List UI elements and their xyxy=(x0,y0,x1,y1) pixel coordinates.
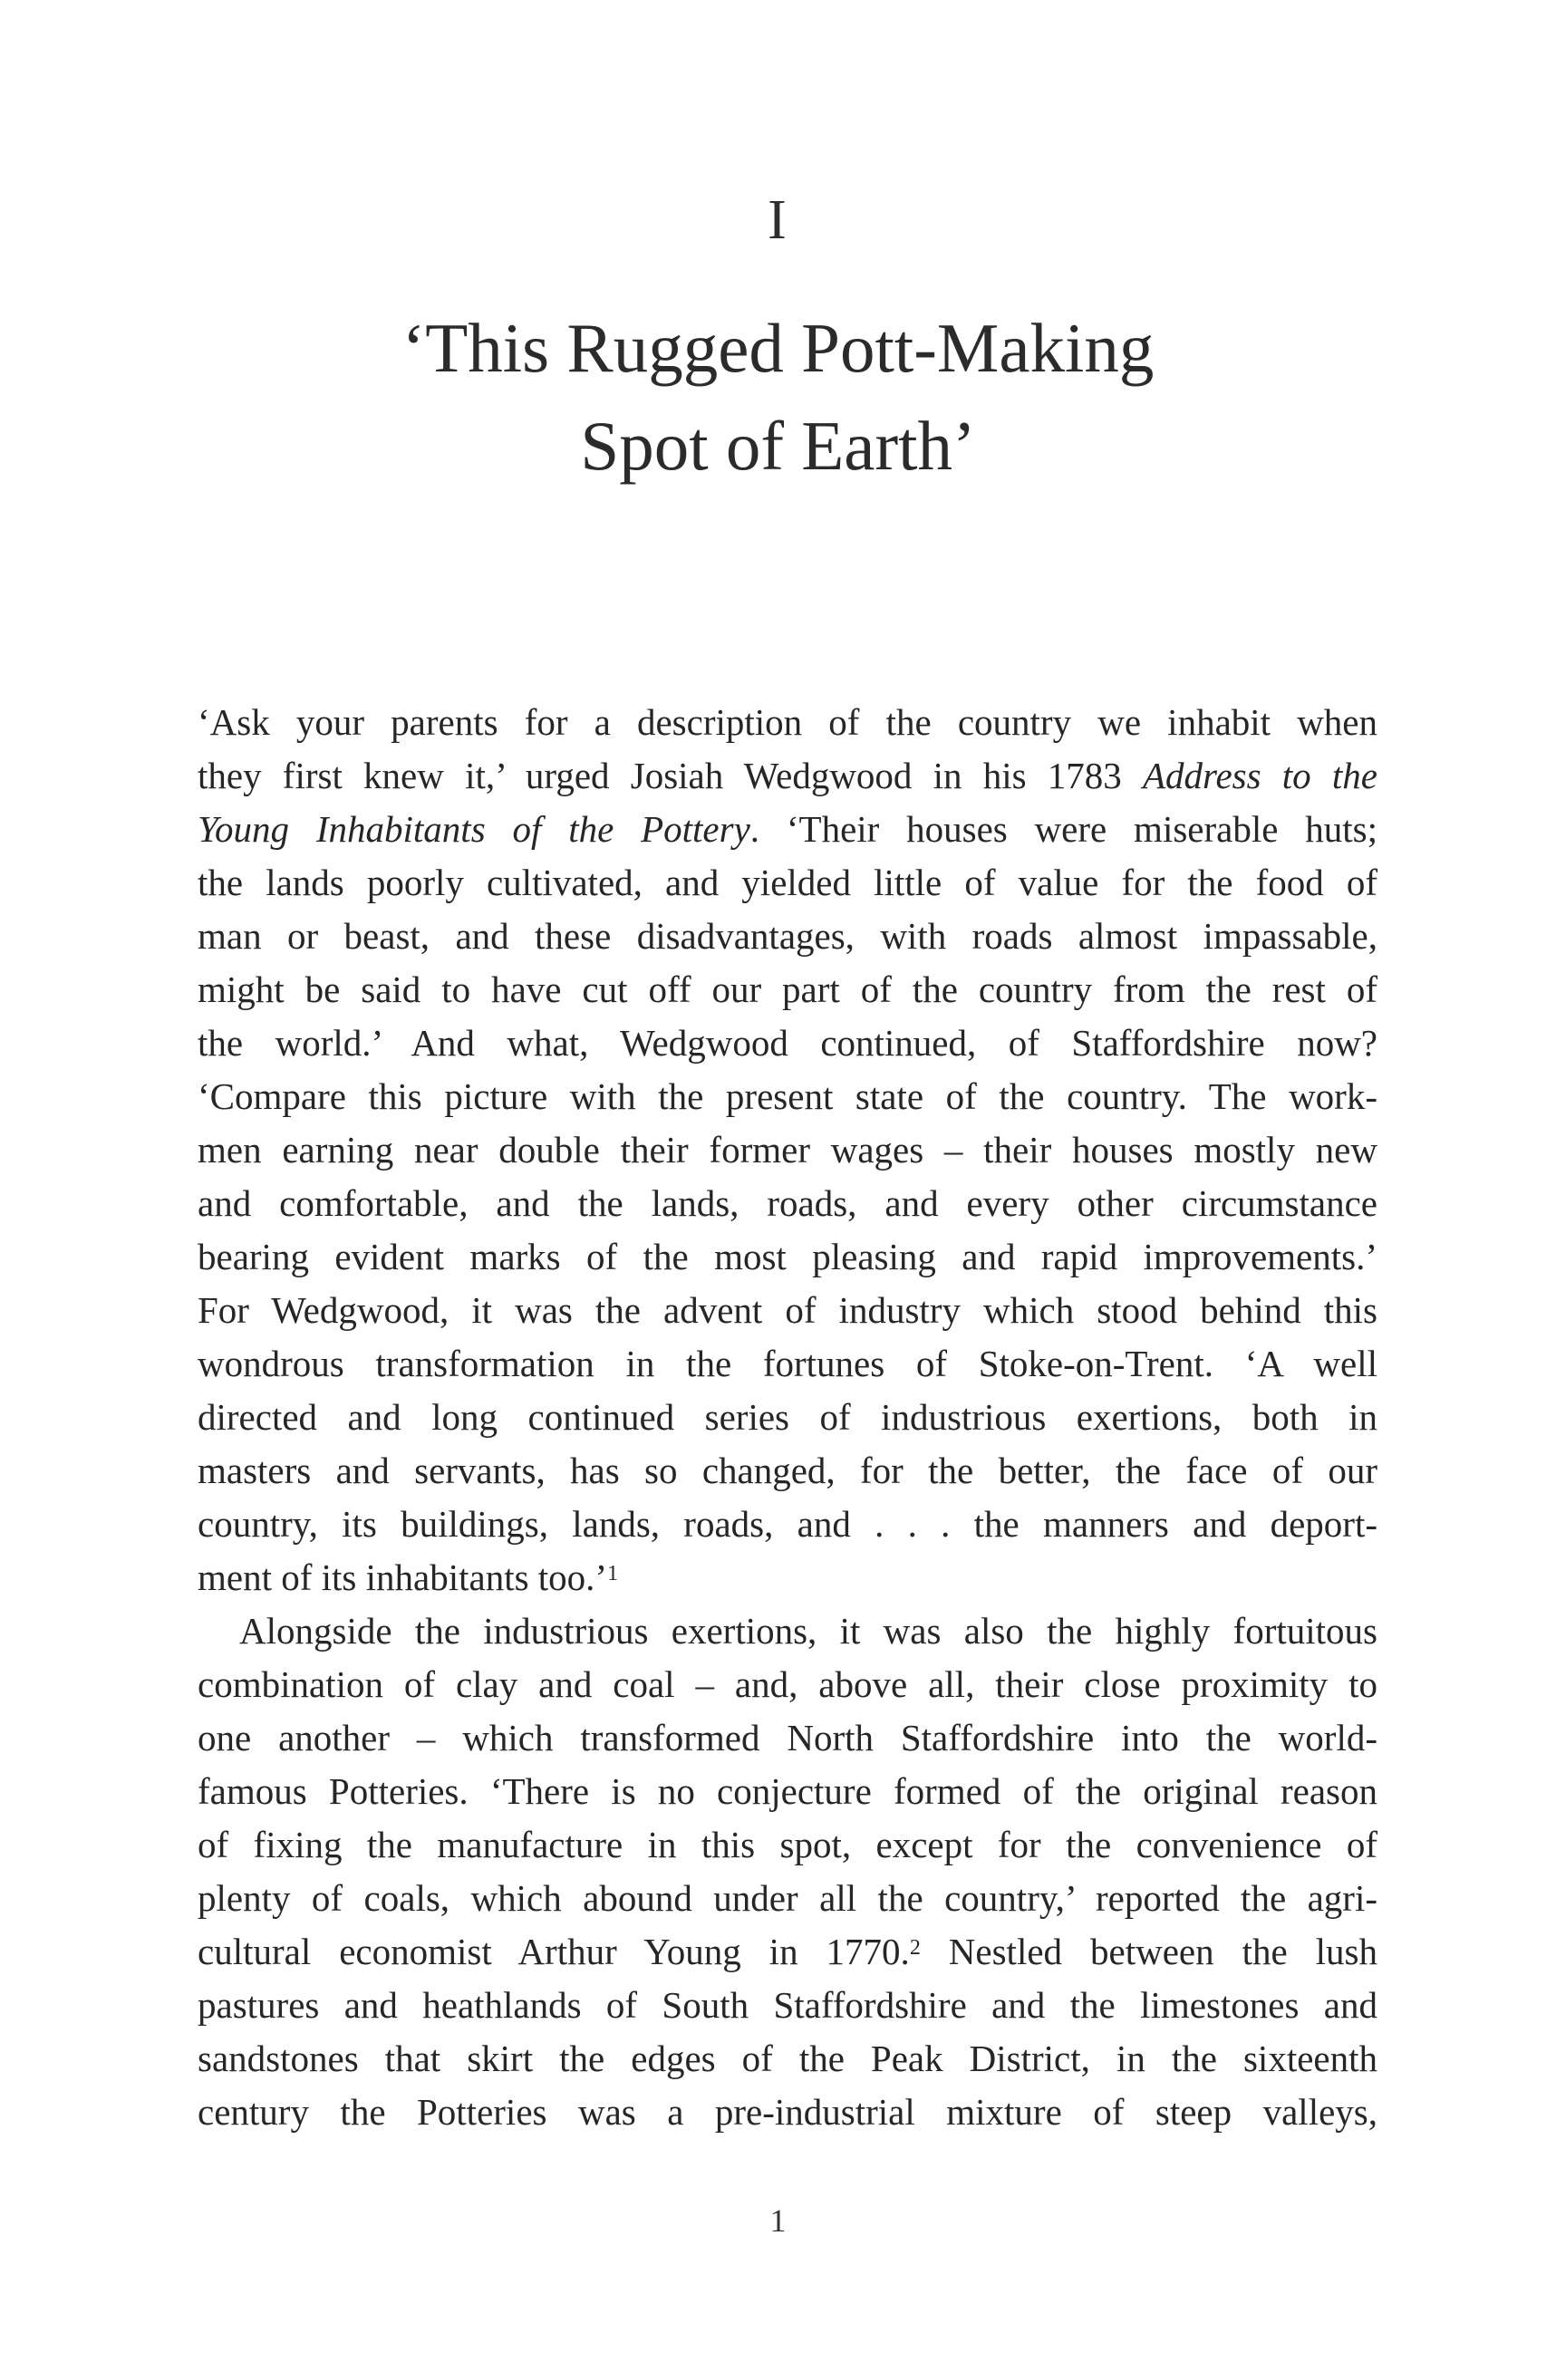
book-title: Young Inhabitants of the Pottery xyxy=(198,808,750,850)
text-line: men earning near double their former wages – their houses mostly new xyxy=(198,1129,1377,1171)
page-number: 1 xyxy=(769,2202,787,2239)
body-text xyxy=(198,696,1377,2139)
text-line: one another – which transformed North Staffordshire into the world- xyxy=(198,1717,1377,1759)
text-line: plenty of coals, which abound under all the country,’ reported the agri- xyxy=(198,1877,1377,1919)
chapter-number: I xyxy=(768,189,788,251)
text-line: combination of clay and coal – and, above all, their close proximity to xyxy=(198,1663,1377,1705)
text-line: and comfortable, and the lands, roads, and every other circumstance xyxy=(198,1182,1377,1224)
text-line xyxy=(198,749,1377,803)
book-title: Address to the xyxy=(1143,755,1377,796)
text-line: pastures and heathlands of South Staffordshire and the limestones and xyxy=(198,1984,1377,2026)
text-line: Alongside the industrious exertions, it was also the highly fortuitous xyxy=(239,1610,1377,1652)
paragraph-2 xyxy=(198,1604,1377,2139)
text-run: . ‘Their houses were miserable huts; xyxy=(749,808,1377,850)
text-line: For Wedgwood, it was the advent of industry which stood behind this xyxy=(198,1289,1377,1331)
text-run: they first knew it,’ urged Josiah Wedgwood in his 1783 xyxy=(198,755,1143,796)
text-line: sandstones that skirt the edges of the Peak District, in the sixteenth xyxy=(198,2038,1377,2079)
text-line: of fixing the manufacture in this spot, except for the convenience of xyxy=(198,1824,1377,1865)
text-line: famous Potteries. ‘There is no conjecture formed of the original reason xyxy=(198,1770,1377,1812)
text-line: century the Potteries was a pre-industrial mixture of steep valleys, xyxy=(198,2091,1377,2133)
text-line: country, its buildings, lands, roads, and . . . the manners and deport- xyxy=(198,1503,1377,1545)
text-line: directed and long continued series of industrious exertions, both in xyxy=(198,1396,1377,1438)
chapter-title xyxy=(0,299,1556,495)
text-line: ‘Ask your parents for a description of the country we inhabit when xyxy=(198,701,1377,743)
text-line: might be said to have cut off our part of the country from the rest of xyxy=(198,968,1377,1010)
text-line: masters and servants, has so changed, for the better, the face of our xyxy=(198,1450,1377,1491)
text-line: the lands poorly cultivated, and yielded little of value for the food of xyxy=(198,862,1377,903)
text-line xyxy=(198,1925,1377,1979)
text-run: cultural economist Arthur Young in 1770. xyxy=(198,1931,910,1972)
text-line: wondrous transformation in the fortunes of Stoke-on-Trent. ‘A well xyxy=(198,1343,1377,1384)
chapter-title-line-2: Spot of Earth’ xyxy=(580,407,976,485)
paragraph-1 xyxy=(198,696,1377,1604)
text-run: ment of its inhabitants too.’ xyxy=(198,1556,608,1598)
chapter-title-line-1: ‘This Rugged Pott-Making xyxy=(401,309,1155,387)
footnote-marker[interactable]: 2 xyxy=(909,1936,921,1960)
text-line: bearing evident marks of the most pleasing and rapid improvements.’ xyxy=(198,1236,1377,1277)
text-line: man or beast, and these disadvantages, with roads almost impassable, xyxy=(198,915,1377,957)
text-line: the world.’ And what, Wedgwood continued, of Staffordshire now? xyxy=(198,1022,1377,1064)
text-line: ‘Compare this picture with the present state of the country. The work- xyxy=(198,1075,1377,1117)
text-line xyxy=(198,803,1377,856)
text-run: Nestled between the lush xyxy=(920,1931,1377,1972)
footnote-marker[interactable]: 1 xyxy=(607,1562,619,1585)
text-line xyxy=(198,1551,1377,1604)
